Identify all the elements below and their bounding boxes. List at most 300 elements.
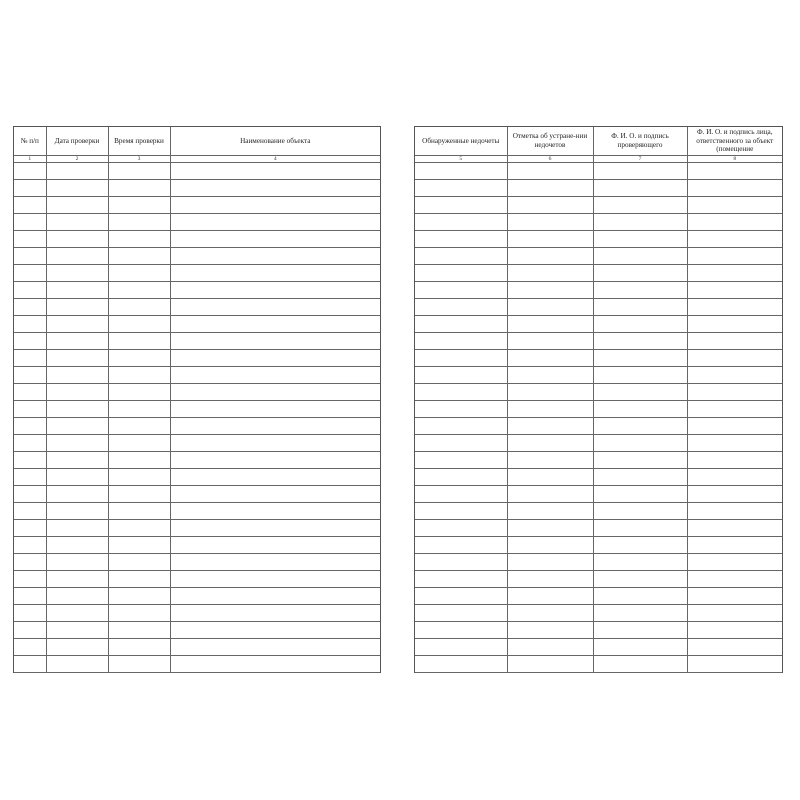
table-row [415, 350, 782, 367]
table-row [415, 265, 782, 282]
table-cell [507, 418, 593, 435]
column-header-found-defects: Обнаруженные недочеты [415, 127, 507, 156]
table-row [415, 605, 782, 622]
table-row [14, 180, 380, 197]
table-cell [687, 180, 782, 197]
table-cell [108, 622, 170, 639]
table-cell [108, 282, 170, 299]
table-cell [507, 316, 593, 333]
table-cell [415, 384, 507, 401]
table-row [14, 588, 380, 605]
table-cell [46, 333, 108, 350]
table-row [14, 571, 380, 588]
table-cell [108, 418, 170, 435]
table-row [415, 299, 782, 316]
table-cell [46, 384, 108, 401]
table-row [14, 622, 380, 639]
table-cell [14, 622, 46, 639]
table-cell [46, 418, 108, 435]
table-cell [687, 384, 782, 401]
table-cell [108, 639, 170, 656]
table-row [14, 520, 380, 537]
column-header-check-time: Время проверки [108, 127, 170, 156]
table-cell [593, 418, 687, 435]
table-cell [415, 180, 507, 197]
table-cell [46, 163, 108, 180]
table-cell [507, 265, 593, 282]
table-cell [593, 316, 687, 333]
table-row [14, 231, 380, 248]
table-cell [46, 639, 108, 656]
table-cell [507, 639, 593, 656]
table-cell [593, 622, 687, 639]
table-cell [108, 197, 170, 214]
table-cell [687, 622, 782, 639]
column-number: 7 [593, 156, 687, 163]
table-row [415, 588, 782, 605]
table-cell [46, 537, 108, 554]
table-cell [14, 384, 46, 401]
table-cell [507, 622, 593, 639]
table-cell [593, 452, 687, 469]
table-cell [170, 622, 380, 639]
table-cell [507, 214, 593, 231]
table-cell [687, 605, 782, 622]
table-cell [507, 537, 593, 554]
table-cell [415, 469, 507, 486]
table-cell [14, 265, 46, 282]
table-cell [170, 231, 380, 248]
table-cell [46, 520, 108, 537]
table-row [14, 299, 380, 316]
table-cell [507, 231, 593, 248]
table-cell [46, 503, 108, 520]
table-cell [415, 605, 507, 622]
table-cell [415, 452, 507, 469]
table-row [415, 418, 782, 435]
table-cell [108, 316, 170, 333]
table-cell [14, 197, 46, 214]
table-cell [415, 520, 507, 537]
table-cell [14, 469, 46, 486]
table-cell [415, 486, 507, 503]
table-cell [415, 503, 507, 520]
table-cell [415, 622, 507, 639]
table-cell [415, 197, 507, 214]
table-cell [687, 248, 782, 265]
table-cell [108, 588, 170, 605]
table-cell [687, 231, 782, 248]
column-header-defect-fix-mark: Отметка об устране-нии недочетов [507, 127, 593, 156]
table-cell [415, 214, 507, 231]
column-number: 6 [507, 156, 593, 163]
table-cell [507, 571, 593, 588]
table-cell [170, 248, 380, 265]
table-row [415, 503, 782, 520]
table-cell [170, 469, 380, 486]
right-table-body [415, 163, 782, 673]
table-row [14, 469, 380, 486]
table-cell [507, 435, 593, 452]
table-cell [415, 418, 507, 435]
table-cell [170, 265, 380, 282]
table-cell [108, 163, 170, 180]
table-cell [14, 537, 46, 554]
table-cell [593, 520, 687, 537]
table-cell [108, 452, 170, 469]
table-cell [46, 469, 108, 486]
table-row [14, 656, 380, 673]
table-cell [170, 418, 380, 435]
table-row [14, 537, 380, 554]
table-cell [108, 231, 170, 248]
table-cell [14, 163, 46, 180]
table-row [415, 163, 782, 180]
table-row [14, 163, 380, 180]
table-row [14, 384, 380, 401]
table-row [415, 486, 782, 503]
table-cell [415, 248, 507, 265]
table-row [415, 401, 782, 418]
table-cell [687, 656, 782, 673]
table-cell [593, 639, 687, 656]
table-cell [14, 214, 46, 231]
table-cell [170, 197, 380, 214]
table-cell [170, 214, 380, 231]
table-cell [170, 316, 380, 333]
table-cell [593, 656, 687, 673]
header-row [415, 127, 782, 156]
table-cell [507, 520, 593, 537]
table-cell [170, 435, 380, 452]
table-cell [108, 656, 170, 673]
table-cell [593, 231, 687, 248]
table-cell [14, 401, 46, 418]
table-row [415, 367, 782, 384]
table-cell [14, 350, 46, 367]
table-cell [108, 435, 170, 452]
table-cell [507, 605, 593, 622]
table-cell [687, 537, 782, 554]
table-cell [14, 554, 46, 571]
table-cell [415, 656, 507, 673]
column-number: 3 [108, 156, 170, 163]
table-cell [170, 503, 380, 520]
table-cell [170, 486, 380, 503]
table-row [415, 180, 782, 197]
table-cell [687, 503, 782, 520]
table-cell [415, 316, 507, 333]
table-cell [593, 588, 687, 605]
table-cell [46, 367, 108, 384]
column-number-row [14, 156, 380, 163]
table-row [415, 435, 782, 452]
table-row [415, 622, 782, 639]
table-cell [687, 333, 782, 350]
table-cell [415, 401, 507, 418]
table-row [415, 316, 782, 333]
table-row [14, 418, 380, 435]
table-row [14, 248, 380, 265]
table-row [415, 571, 782, 588]
table-cell [415, 367, 507, 384]
table-row [14, 401, 380, 418]
column-header-inspector-signature: Ф. И. О. и подпись проверяющего [593, 127, 687, 156]
table-cell [46, 622, 108, 639]
table-cell [108, 605, 170, 622]
table-cell [108, 520, 170, 537]
table-cell [46, 299, 108, 316]
table-cell [507, 180, 593, 197]
table-row [415, 537, 782, 554]
table-cell [170, 656, 380, 673]
column-header-number: № п/п [14, 127, 46, 156]
table-cell [46, 605, 108, 622]
table-cell [46, 265, 108, 282]
table-cell [108, 214, 170, 231]
table-cell [14, 639, 46, 656]
table-cell [687, 299, 782, 316]
column-number: 2 [46, 156, 108, 163]
table-row [14, 639, 380, 656]
table-row [415, 452, 782, 469]
table-row [14, 282, 380, 299]
table-row [14, 333, 380, 350]
table-cell [170, 605, 380, 622]
table-cell [415, 571, 507, 588]
table-cell [593, 333, 687, 350]
table-cell [108, 537, 170, 554]
table-cell [14, 367, 46, 384]
table-row [415, 248, 782, 265]
table-cell [46, 197, 108, 214]
table-cell [593, 282, 687, 299]
table-cell [46, 282, 108, 299]
column-number-row [415, 156, 782, 163]
table-cell [170, 333, 380, 350]
table-cell [415, 554, 507, 571]
table-cell [46, 231, 108, 248]
table-cell [14, 299, 46, 316]
table-cell [170, 350, 380, 367]
table-cell [108, 265, 170, 282]
table-cell [170, 384, 380, 401]
table-cell [14, 316, 46, 333]
table-cell [46, 656, 108, 673]
table-row [415, 656, 782, 673]
table-row [415, 333, 782, 350]
table-cell [108, 571, 170, 588]
table-cell [687, 639, 782, 656]
table-row [415, 197, 782, 214]
table-cell [14, 180, 46, 197]
table-cell [14, 282, 46, 299]
table-cell [687, 554, 782, 571]
table-cell [46, 554, 108, 571]
table-cell [507, 503, 593, 520]
table-cell [687, 214, 782, 231]
table-cell [170, 299, 380, 316]
table-cell [46, 248, 108, 265]
table-cell [14, 231, 46, 248]
table-cell [14, 588, 46, 605]
table-row [415, 520, 782, 537]
table-row [14, 435, 380, 452]
table-cell [170, 537, 380, 554]
table-cell [14, 435, 46, 452]
table-cell [687, 571, 782, 588]
table-cell [507, 282, 593, 299]
left-table-body [14, 163, 380, 673]
table-cell [687, 452, 782, 469]
column-number: 4 [170, 156, 380, 163]
table-cell [687, 316, 782, 333]
table-cell [415, 265, 507, 282]
inspection-log-right-table [415, 127, 782, 673]
table-cell [415, 588, 507, 605]
left-page [13, 126, 381, 673]
table-cell [108, 503, 170, 520]
table-row [14, 367, 380, 384]
table-row [415, 554, 782, 571]
table-cell [593, 214, 687, 231]
table-cell [593, 248, 687, 265]
table-cell [593, 571, 687, 588]
right-page [414, 126, 783, 673]
table-cell [108, 384, 170, 401]
table-cell [593, 350, 687, 367]
table-row [14, 605, 380, 622]
table-cell [687, 350, 782, 367]
table-cell [507, 367, 593, 384]
table-cell [507, 656, 593, 673]
table-cell [170, 163, 380, 180]
table-cell [46, 452, 108, 469]
table-cell [415, 231, 507, 248]
table-cell [170, 452, 380, 469]
table-row [14, 265, 380, 282]
table-cell [108, 333, 170, 350]
column-header-check-date: Дата проверки [46, 127, 108, 156]
table-cell [46, 435, 108, 452]
header-row [14, 127, 380, 156]
table-cell [687, 265, 782, 282]
table-cell [14, 248, 46, 265]
table-cell [687, 418, 782, 435]
table-row [415, 231, 782, 248]
table-cell [46, 350, 108, 367]
table-cell [14, 571, 46, 588]
table-cell [170, 367, 380, 384]
table-cell [593, 554, 687, 571]
table-cell [46, 588, 108, 605]
table-cell [46, 486, 108, 503]
table-cell [415, 282, 507, 299]
inspection-log-left-table [14, 127, 380, 673]
table-cell [46, 316, 108, 333]
table-cell [108, 469, 170, 486]
table-cell [593, 197, 687, 214]
table-cell [507, 248, 593, 265]
table-cell [415, 350, 507, 367]
table-row [14, 452, 380, 469]
table-row [415, 282, 782, 299]
table-cell [507, 299, 593, 316]
table-cell [14, 656, 46, 673]
table-cell [108, 248, 170, 265]
table-cell [593, 605, 687, 622]
table-row [14, 554, 380, 571]
table-cell [170, 571, 380, 588]
table-cell [687, 520, 782, 537]
table-cell [593, 503, 687, 520]
table-cell [593, 163, 687, 180]
table-row [14, 197, 380, 214]
table-row [415, 469, 782, 486]
table-cell [687, 588, 782, 605]
table-cell [687, 282, 782, 299]
table-row [14, 316, 380, 333]
table-row [415, 384, 782, 401]
table-cell [593, 384, 687, 401]
table-cell [415, 537, 507, 554]
column-header-responsible-signature: Ф. И. О. и подпись лица, ответственного за объект (помещение [687, 127, 782, 156]
table-cell [14, 520, 46, 537]
table-cell [593, 435, 687, 452]
column-number: 1 [14, 156, 46, 163]
table-cell [108, 486, 170, 503]
table-cell [687, 197, 782, 214]
table-cell [170, 401, 380, 418]
table-cell [593, 401, 687, 418]
table-cell [593, 299, 687, 316]
table-row [415, 214, 782, 231]
table-cell [170, 554, 380, 571]
table-cell [108, 401, 170, 418]
table-cell [687, 163, 782, 180]
table-cell [415, 333, 507, 350]
table-cell [108, 367, 170, 384]
table-cell [507, 401, 593, 418]
table-cell [507, 486, 593, 503]
table-cell [14, 486, 46, 503]
table-cell [507, 588, 593, 605]
table-row [14, 486, 380, 503]
table-cell [507, 163, 593, 180]
table-cell [507, 554, 593, 571]
table-cell [170, 520, 380, 537]
table-cell [687, 435, 782, 452]
table-cell [415, 163, 507, 180]
table-cell [415, 299, 507, 316]
table-cell [593, 469, 687, 486]
table-cell [415, 639, 507, 656]
table-row [415, 639, 782, 656]
table-cell [14, 503, 46, 520]
table-cell [170, 282, 380, 299]
table-row [14, 350, 380, 367]
table-cell [507, 350, 593, 367]
table-cell [108, 350, 170, 367]
table-cell [507, 333, 593, 350]
table-cell [46, 214, 108, 231]
column-number: 5 [415, 156, 507, 163]
table-cell [14, 605, 46, 622]
table-cell [46, 401, 108, 418]
table-cell [46, 180, 108, 197]
table-cell [46, 571, 108, 588]
table-cell [593, 367, 687, 384]
